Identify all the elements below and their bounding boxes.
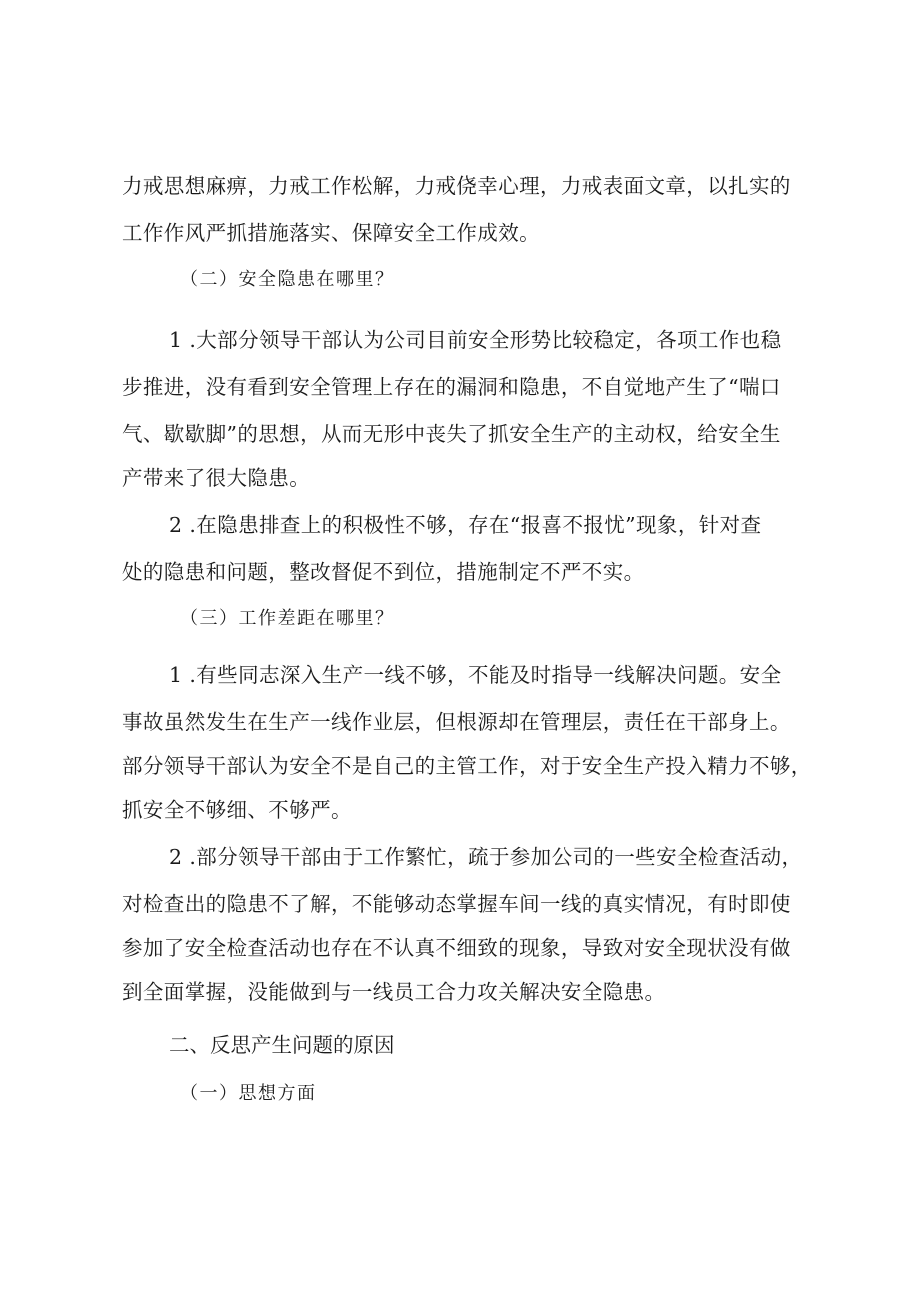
sub-heading-thought: （一）思想方面	[180, 1083, 317, 1104]
paragraph-line: 步推进，没有看到安全管理上存在的漏洞和隐患，不自觉地产生了“喘口	[122, 375, 781, 399]
paragraph-line: 2 .部分领导干部由于工作繁忙，疏于参加公司的一些安全检查活动，	[169, 845, 803, 869]
section-heading-causes: 二、反思产生问题的原因	[169, 1033, 395, 1057]
paragraph-line: 力戒思想麻痹，力戒工作松解，力戒侥幸心理，力戒表面文章，以扎实的	[122, 174, 791, 198]
paragraph-line: 产带来了很大隐患。	[122, 466, 311, 490]
paragraph-line: 抓安全不够细、不够严。	[122, 798, 352, 822]
paragraph-line: 参加了安全检查活动也存在不认真不细致的现象，导致对安全现状没有做	[122, 936, 791, 960]
paragraph-line: 到全面掌握，没能做到与一线员工合力攻关解决安全隐患。	[122, 980, 666, 1004]
paragraph-line: 1 .大部分领导干部认为公司目前安全形势比较稳定，各项工作也稳	[169, 328, 782, 352]
paragraph-line: 气、歇歇脚”的思想，从而无形中丧失了抓安全生产的主动权，给安全生	[122, 422, 781, 446]
paragraph-line: 部分领导干部认为安全不是自己的主管工作，对于安全生产投入精力不够，	[122, 754, 812, 778]
paragraph-line: 1 .有些同志深入生产一线不够，不能及时指导一线解决问题。安全	[169, 663, 782, 687]
paragraph-line: 工作作风严抓措施落实、保障安全工作成效。	[122, 221, 540, 245]
paragraph-line: 事故虽然发生在生产一线作业层，但根源却在管理层，责任在干部身上。	[122, 710, 791, 734]
sub-heading-hazards: （二）安全隐患在哪里？	[180, 269, 395, 290]
paragraph-line: 处的隐患和问题，整改督促不到位，措施制定不严不实。	[122, 560, 645, 584]
sub-heading-gaps: （三）工作差距在哪里？	[180, 608, 395, 629]
paragraph-line: 对检查出的隐患不了解，不能够动态掌握车间一线的真实情况，有时即使	[122, 892, 791, 916]
paragraph-line: 2 .在隐患排查上的积极性不够，存在“报喜不报忧”现象，针对查	[169, 513, 762, 537]
